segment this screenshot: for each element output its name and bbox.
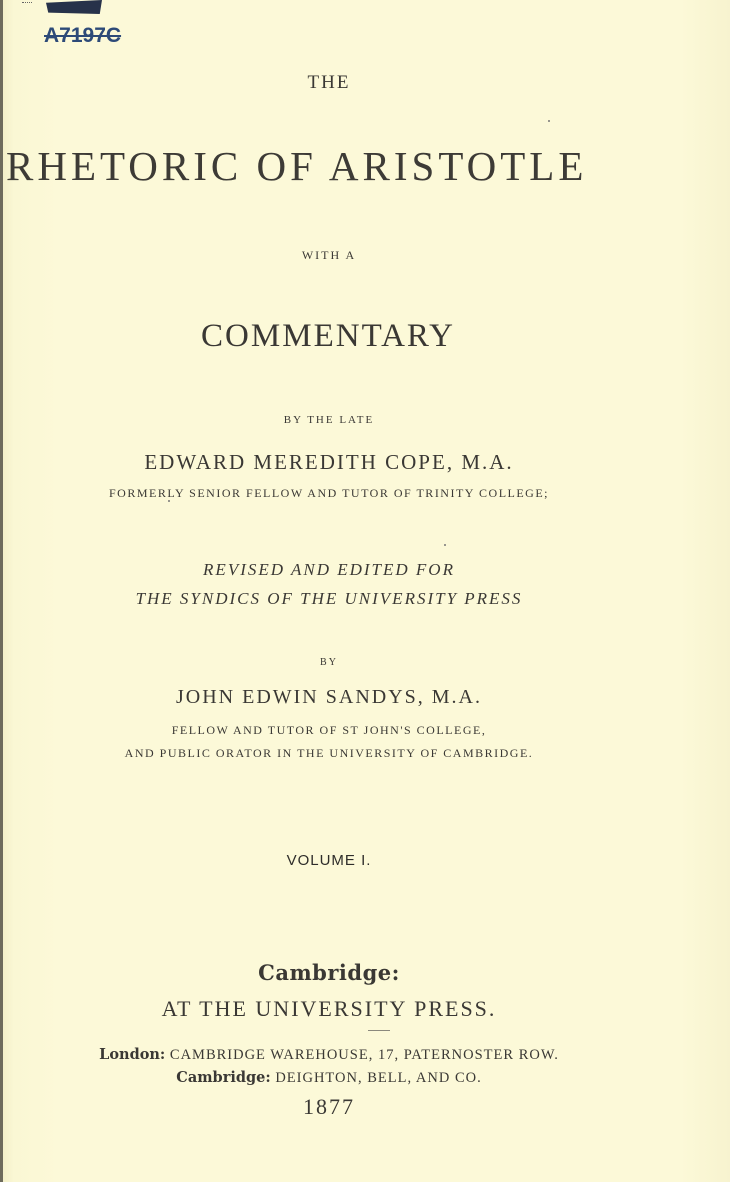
margin-mark bbox=[22, 2, 32, 7]
london-label: London: bbox=[99, 1046, 166, 1063]
paper-speck bbox=[168, 500, 170, 502]
revised-line-2: THE SYNDICS OF THE UNIVERSITY PRESS bbox=[135, 589, 523, 608]
editor-description-1: FELLOW AND TUTOR OF ST JOHN'S COLLEGE, bbox=[171, 723, 487, 737]
editor-name: JOHN EDWIN SANDYS, M.A. bbox=[176, 686, 482, 708]
author-name: EDWARD MEREDITH COPE, M.A. bbox=[144, 450, 514, 474]
volume-number: VOLUME I. bbox=[286, 852, 372, 869]
by-the-late-text: BY THE LATE bbox=[283, 414, 375, 426]
imprint-london-line bbox=[0, 1046, 658, 1064]
commentary-heading: COMMENTARY bbox=[201, 318, 455, 354]
editor-description-2: AND PUBLIC ORATOR IN THE UNIVERSITY OF CAMBRIDGE. bbox=[124, 746, 534, 760]
imprint-cambridge-line bbox=[0, 1069, 658, 1087]
revised-line-1: REVISED AND EDITED FOR bbox=[203, 560, 455, 579]
title-article: THE bbox=[307, 72, 351, 93]
cambridge-publisher: DEIGHTON, BELL, AND CO. bbox=[275, 1070, 482, 1086]
paper-speck bbox=[444, 544, 446, 546]
library-shelf-code: A7197C bbox=[44, 24, 122, 47]
by-text: BY bbox=[320, 657, 338, 668]
cambridge-label: Cambridge: bbox=[176, 1069, 271, 1086]
paper-speck bbox=[548, 120, 550, 122]
imprint-press: AT THE UNIVERSITY PRESS. bbox=[161, 996, 497, 1021]
publication-year: 1877 bbox=[303, 1094, 355, 1119]
imprint-place: Cambridge: bbox=[258, 960, 400, 985]
library-stamp-mark bbox=[46, 0, 102, 14]
imprint-divider bbox=[368, 1030, 390, 1031]
london-address: CAMBRIDGE WAREHOUSE, 17, PATERNOSTER ROW. bbox=[169, 1047, 559, 1063]
author-description: FORMERLY SENIOR FELLOW AND TUTOR OF TRINITY COLLEGE; bbox=[108, 486, 550, 500]
book-title: RHETORIC OF ARISTOTLE bbox=[6, 143, 588, 189]
with-a-text: WITH A bbox=[301, 248, 357, 262]
